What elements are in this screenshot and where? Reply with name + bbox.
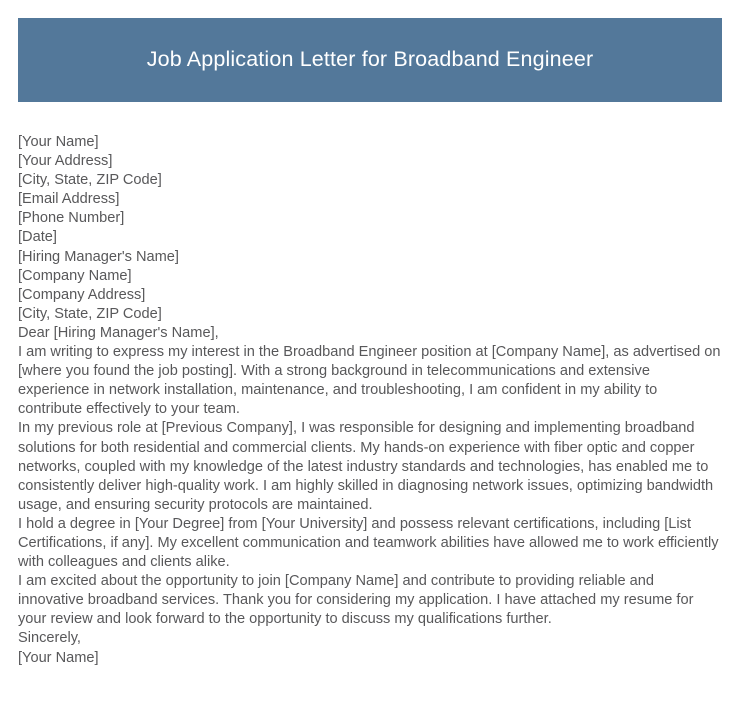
letter-salutation: Dear [Hiring Manager's Name], xyxy=(18,324,219,341)
letter-header-banner xyxy=(18,18,722,102)
letter-line: [City, State, ZIP Code] xyxy=(18,305,162,322)
page-title: Job Application Letter for Broadband Engineer xyxy=(146,47,594,72)
letter-paragraph: I hold a degree in [Your Degree] from [Your University] and possess relevant certifications, including [List Certifications, if any]. My excellent communication and teamwork abilities have allowed me to work efficiently with colleagues and clients alike. xyxy=(18,515,719,571)
letter-paragraph: In my previous role at [Previous Company], I was responsible for designing and implementing broadband solutions for both residential and commercial clients. My hands-on experience with fiber optic and copper networks, coupled with my knowledge of the latest industry standards and technologies, has enabled me to consistently deliver high-quality work. I am highly skilled in diagnosing network issues, optimizing bandwidth usage, and ensuring security protocols are maintained. xyxy=(18,420,714,513)
letter-line: [Hiring Manager's Name] xyxy=(18,248,179,265)
letter-closing: Sincerely, xyxy=(18,630,81,647)
letter-signature: [Your Name] xyxy=(18,649,99,666)
letter-line: [Phone Number] xyxy=(18,210,125,227)
letter-line: [Email Address] xyxy=(18,191,120,208)
letter-line: [Your Address] xyxy=(18,153,113,170)
letter-line: [City, State, ZIP Code] xyxy=(18,172,162,189)
letter-line: [Your Name] xyxy=(18,134,99,150)
letter-paragraph: I am excited about the opportunity to join [Company Name] and contribute to providing reliable and innovative broadband services. Thank you for considering my application. I have attached my resume for your review and look forward to the opportunity to discuss my qualifications further. xyxy=(18,573,694,628)
letter-line: [Company Name] xyxy=(18,267,132,284)
letter-body xyxy=(18,133,722,668)
letter-line: [Company Address] xyxy=(18,286,146,303)
letter-paragraph: I am writing to express my interest in the Broadband Engineer position at [Company Name], as advertised on [where you found the job posting]. With a strong background in telecommunications and extensive experience in network installation, maintenance, and troubleshooting, I am confident in my ability to contribute effectively to your team. xyxy=(18,344,721,418)
letter-line: [Date] xyxy=(18,229,57,246)
